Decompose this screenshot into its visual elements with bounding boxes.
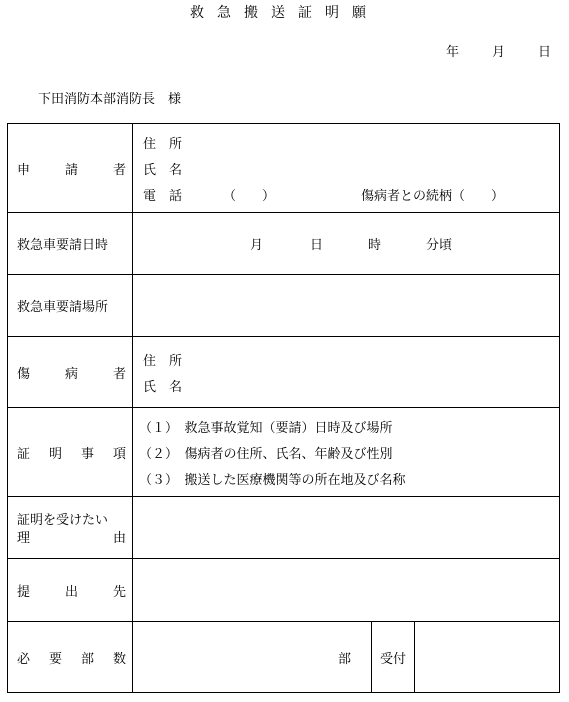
request-time-units xyxy=(133,234,559,253)
relation-label: 傷病者との続柄（ ） xyxy=(361,188,505,204)
reason-label-line2: 理 由 xyxy=(17,531,126,546)
received-label: 受付 xyxy=(372,622,415,693)
date-line xyxy=(413,46,551,59)
request-time-field[interactable] xyxy=(133,213,560,275)
copies-label-cell xyxy=(8,622,133,693)
submit-to-field[interactable] xyxy=(133,559,560,622)
year-label: 年 xyxy=(445,45,459,60)
certify-items xyxy=(133,408,560,497)
certify-row xyxy=(8,408,560,497)
applicant-label: 申 請 者 xyxy=(17,162,126,178)
month-unit: 月 xyxy=(250,238,264,253)
submit-to-label-cell xyxy=(8,559,133,622)
certify-item-1: （１） 救急事故覚知（要請）日時及び場所 xyxy=(139,420,393,436)
reason-row xyxy=(8,497,560,559)
patient-fields[interactable] xyxy=(133,337,560,408)
request-time-label: 救急車要請日時 xyxy=(8,213,133,275)
patient-label-cell xyxy=(8,337,133,408)
copies-row xyxy=(8,622,560,693)
day-unit: 日 xyxy=(310,238,324,253)
copies-label: 必 要 部 数 xyxy=(17,651,126,667)
submit-to-row xyxy=(8,559,560,622)
day-label: 日 xyxy=(537,45,551,60)
patient-row xyxy=(8,337,560,408)
reason-label-cell xyxy=(8,497,133,559)
applicant-label-cell xyxy=(8,124,133,213)
form-title: 救急搬送証明願 xyxy=(190,5,379,21)
applicant-phone-label: 電 話 xyxy=(143,188,183,204)
reason-field[interactable] xyxy=(133,497,560,559)
patient-label: 傷 病 者 xyxy=(17,366,126,382)
copies-field[interactable] xyxy=(133,622,372,693)
applicant-name-label: 氏 名 xyxy=(143,162,183,178)
certificate-form-table xyxy=(7,123,560,693)
applicant-row xyxy=(8,124,560,213)
certify-item-3: （３） 搬送した医療機関等の所在地及び名称 xyxy=(139,472,406,488)
certify-label-cell xyxy=(8,408,133,497)
addressee: 下田消防本部消防長 様 xyxy=(38,92,182,107)
certify-item-2: （２） 傷病者の住所、氏名、年齢及び性別 xyxy=(139,446,393,462)
applicant-address-label: 住 所 xyxy=(143,136,183,152)
applicant-fields[interactable] xyxy=(133,124,560,213)
patient-name-label: 氏 名 xyxy=(143,379,183,395)
reason-label-line1: 証明を受けたい xyxy=(17,513,109,528)
certify-label: 証 明 事 項 xyxy=(17,446,126,462)
minute-unit: 分頃 xyxy=(426,238,453,253)
request-place-field[interactable] xyxy=(133,275,560,337)
patient-address-label: 住 所 xyxy=(143,353,183,369)
hour-unit: 時 xyxy=(368,238,382,253)
copies-unit: 部 xyxy=(337,651,351,667)
applicant-phone-line xyxy=(143,181,559,207)
received-stamp-field xyxy=(415,622,560,693)
submit-to-label: 提 出 先 xyxy=(17,584,126,600)
request-time-row xyxy=(8,213,560,275)
month-label: 月 xyxy=(491,45,505,60)
request-place-label: 救急車要請場所 xyxy=(8,275,133,337)
applicant-phone-parens: （ ） xyxy=(223,188,276,204)
request-place-row xyxy=(8,275,560,337)
